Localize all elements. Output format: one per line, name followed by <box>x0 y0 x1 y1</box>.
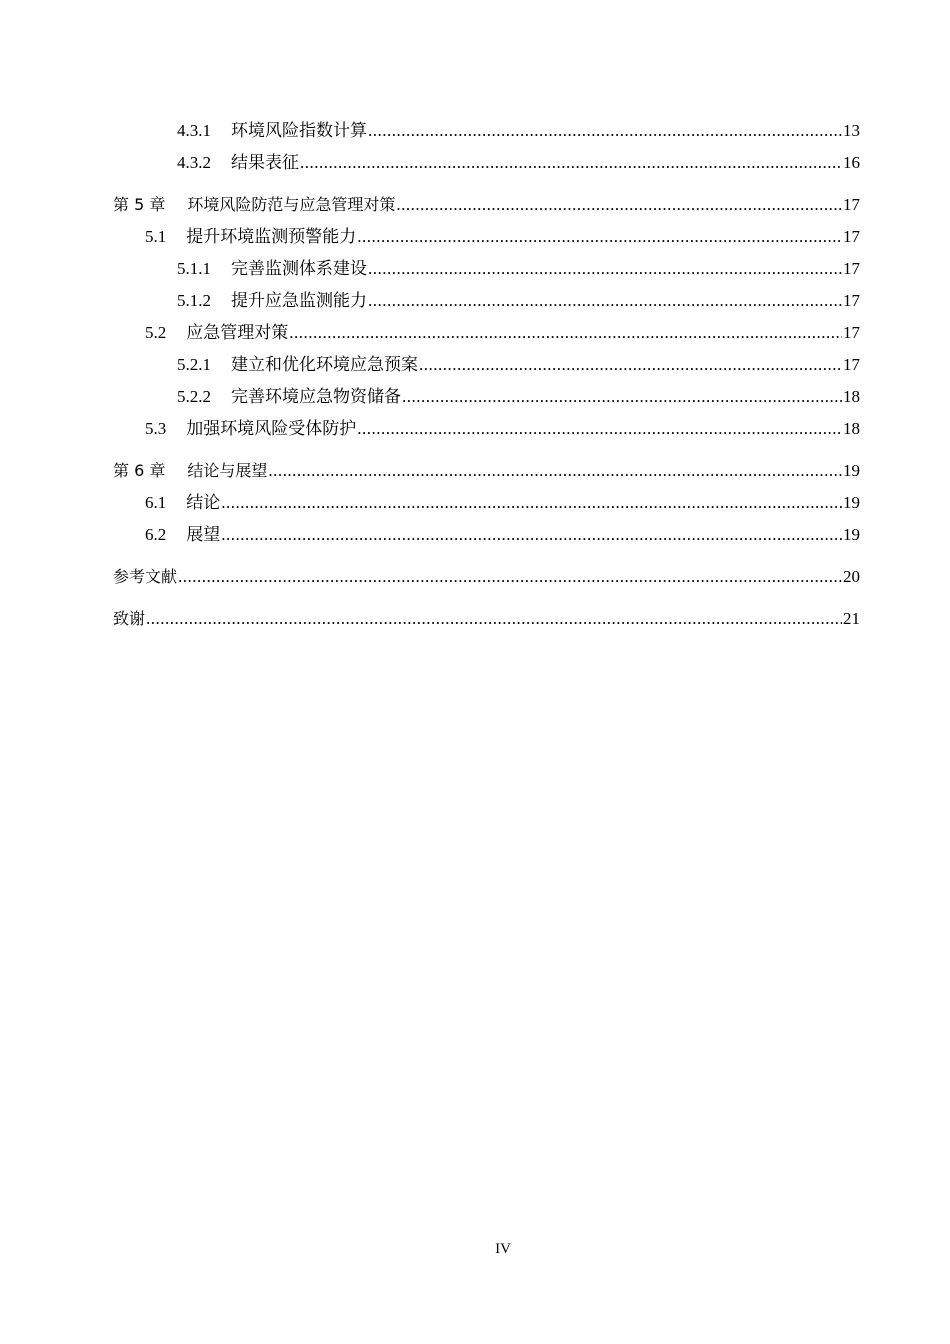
toc-entry-5-1-1[interactable] <box>113 256 860 288</box>
toc-leader-dots <box>368 256 842 282</box>
toc-entry-page: 17 <box>843 355 860 374</box>
page-number-footer: IV <box>495 1241 511 1257</box>
toc-entry-5-1[interactable] <box>113 224 860 256</box>
toc-entry-page: 19 <box>843 493 860 512</box>
toc-entry-title: 应急管理对策 <box>186 323 289 342</box>
toc-entry-5-1-2[interactable] <box>113 288 860 320</box>
toc-entry-number: 5.2 <box>145 323 167 342</box>
toc-entry-number: 5.3 <box>145 419 167 438</box>
toc-entry-title: 完善环境应急物资储备 <box>231 387 401 406</box>
toc-entry-number: 5.2.1 <box>177 355 211 374</box>
toc-entry-title: 结论 <box>186 493 221 512</box>
toc-entry-title: 提升应急监测能力 <box>231 291 367 310</box>
toc-leader-dots <box>268 458 842 484</box>
toc-leader-dots <box>146 606 842 632</box>
toc-entry-chapter-5[interactable] <box>113 192 860 224</box>
toc-entry-4-3-1[interactable] <box>113 118 860 150</box>
toc-entry-5-3[interactable] <box>113 416 860 448</box>
toc-leader-dots <box>419 352 842 378</box>
toc-leader-dots <box>357 224 842 250</box>
toc-entry-title: 参考文献 <box>113 567 178 586</box>
toc-entry-page: 17 <box>843 259 860 278</box>
toc-entry-page: 17 <box>843 227 860 246</box>
toc-entry-title: 加强环境风险受体防护 <box>186 419 357 438</box>
toc-entry-page: 19 <box>843 525 860 544</box>
toc-entry-title: 结论与展望 <box>187 461 268 480</box>
toc-entry-title: 致谢 <box>113 609 146 628</box>
toc-entry-number: 5.1 <box>145 227 167 246</box>
toc-leader-dots <box>402 384 842 410</box>
toc-entry-page: 13 <box>843 121 860 140</box>
toc-entry-page: 21 <box>843 609 860 628</box>
toc-entry-title: 建立和优化环境应急预案 <box>231 355 418 374</box>
toc-entry-number: 5.2.2 <box>177 387 211 406</box>
toc-leader-dots <box>368 118 842 144</box>
toc-entry-title: 结果表征 <box>231 153 299 172</box>
toc-entry-title: 完善监测体系建设 <box>231 259 367 278</box>
toc-entry-number: 5.1.1 <box>177 259 211 278</box>
toc-entry-page: 20 <box>843 567 860 586</box>
toc-entry-title: 展望 <box>186 525 221 544</box>
toc-entry-number: 6.1 <box>145 493 167 512</box>
toc-leader-dots <box>221 522 842 548</box>
toc-entry-5-2-1[interactable] <box>113 352 860 384</box>
toc-entry-6-2[interactable] <box>113 522 860 554</box>
toc-entry-title: 环境风险指数计算 <box>231 121 367 140</box>
toc-leader-dots <box>357 416 842 442</box>
toc-leader-dots <box>396 192 842 218</box>
toc-entry-title: 环境风险防范与应急管理对策 <box>187 195 396 214</box>
toc-entry-chapter-6[interactable] <box>113 458 860 490</box>
toc-entry-page: 18 <box>843 387 860 406</box>
toc-entry-6-1[interactable] <box>113 490 860 522</box>
toc-entry-5-2[interactable] <box>113 320 860 352</box>
toc-entry-page: 19 <box>843 461 860 480</box>
toc-entry-number: 第 6 章 <box>113 461 166 480</box>
toc-entry-number: 4.3.1 <box>177 121 211 140</box>
toc-entry-number: 6.2 <box>145 525 167 544</box>
toc-entry-number: 5.1.2 <box>177 291 211 310</box>
toc-entry-page: 18 <box>843 419 860 438</box>
toc-leader-dots <box>300 150 842 176</box>
toc-leader-dots <box>368 288 842 314</box>
toc-entry-acknowledgements[interactable] <box>113 606 860 638</box>
toc-entry-number: 4.3.2 <box>177 153 211 172</box>
toc-entry-page: 17 <box>843 195 860 214</box>
toc-entry-4-3-2[interactable] <box>113 150 860 182</box>
toc-entry-title: 提升环境监测预警能力 <box>186 227 357 246</box>
toc-entry-page: 17 <box>843 323 860 342</box>
toc-leader-dots <box>221 490 842 516</box>
toc-entry-references[interactable] <box>113 564 860 596</box>
toc-leader-dots <box>289 320 842 346</box>
toc-entry-page: 17 <box>843 291 860 310</box>
toc-entry-5-2-2[interactable] <box>113 384 860 416</box>
table-of-contents <box>113 118 860 638</box>
toc-leader-dots <box>178 564 842 590</box>
toc-entry-page: 16 <box>843 153 860 172</box>
toc-entry-number: 第 5 章 <box>113 195 166 214</box>
